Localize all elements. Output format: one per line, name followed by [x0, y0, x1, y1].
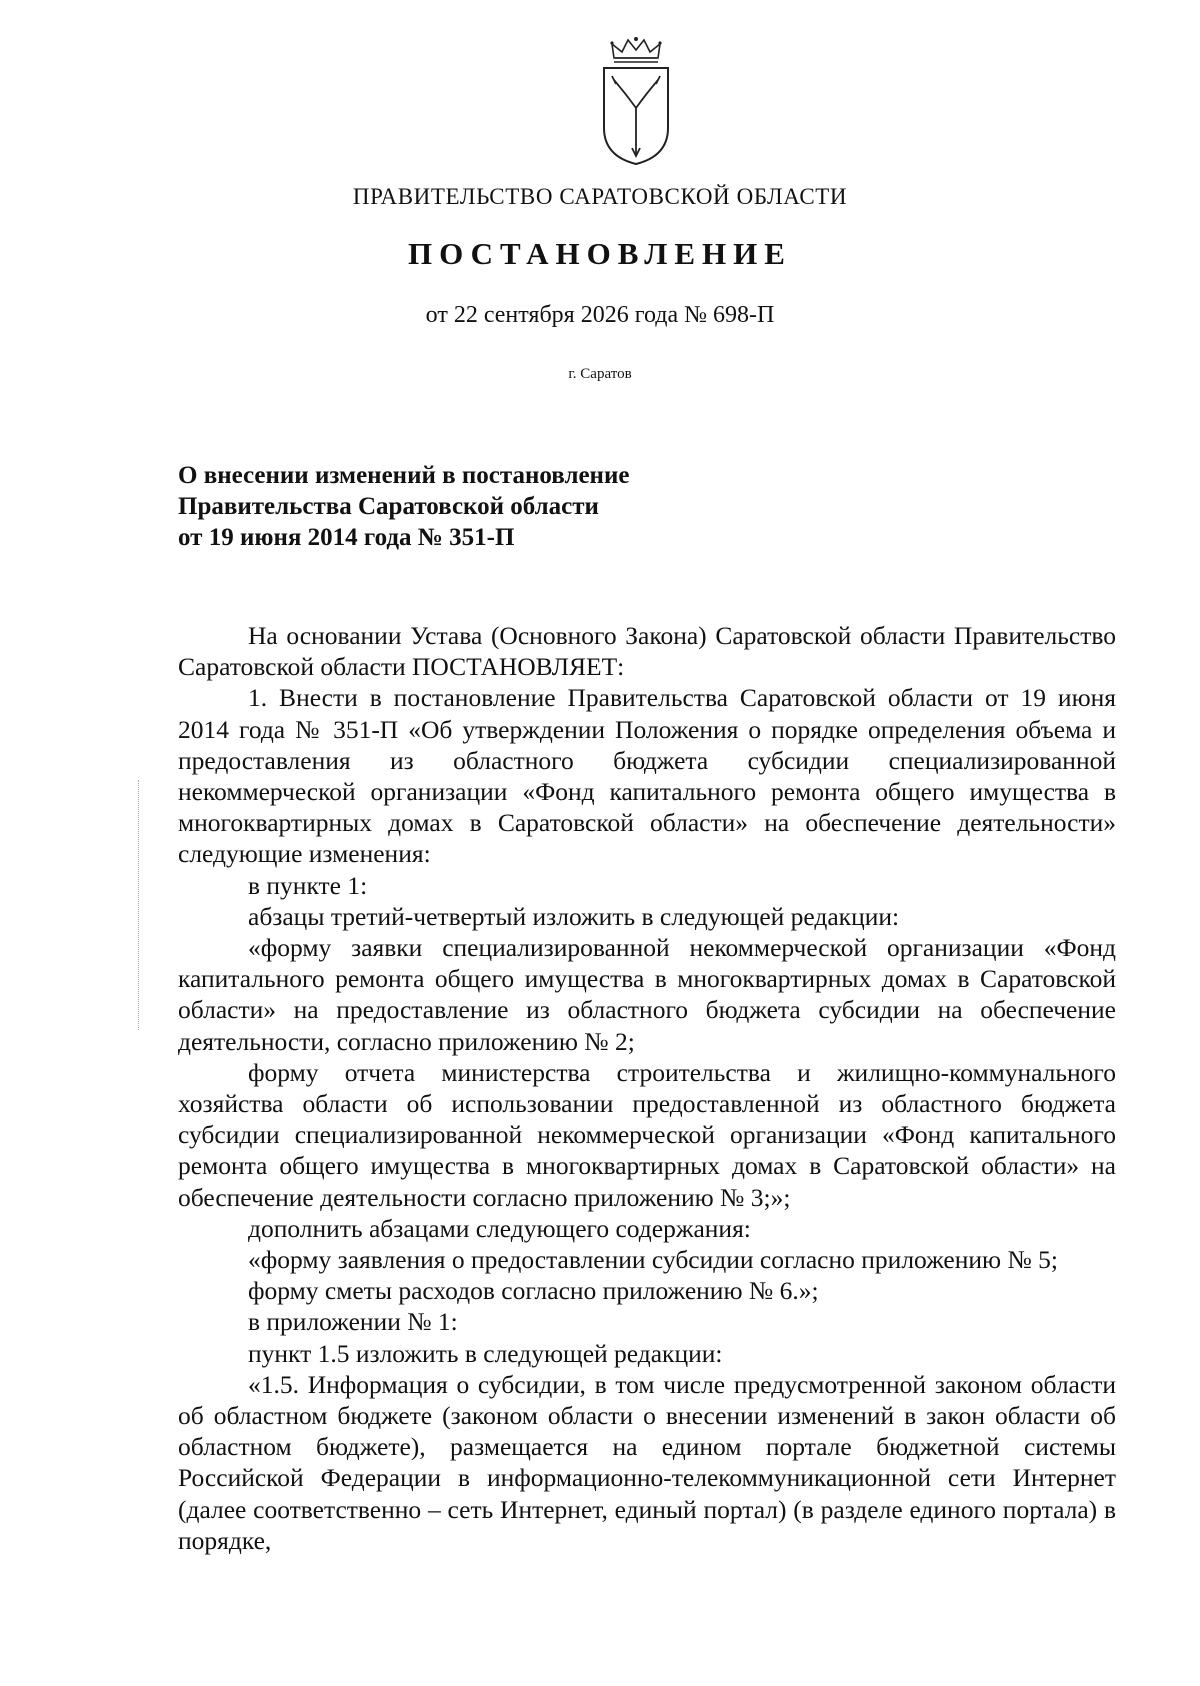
- document-date-number: от 22 сентября 2026 года № 698-П: [425, 302, 775, 328]
- body-paragraph: дополнить абзацами следующего содержания:: [248, 1213, 751, 1243]
- body-paragraph: форму отчета министерства строительства и жилищно-коммунального хозяйства области об использовании предоставленной из областного бюджета субсидии специализированной некоммерческой организации «Фонд капитального ремонта общего имущества в многоквартирных домах в Саратовской области» на обеспечение деятельности согласно приложению № 3;»;: [178, 1057, 1116, 1212]
- document-subject: [178, 460, 798, 553]
- margin-dotted-mark: [138, 780, 140, 1030]
- body-paragraph: пункт 1.5 изложить в следующей редакции:: [248, 1338, 723, 1368]
- body-paragraph: форму сметы расходов согласно приложению № 6.»;: [248, 1276, 819, 1306]
- body-paragraph: На основании Устава (Основного Закона) Саратовской области Правительство Саратовской области ПОСТАНОВЛЯЕТ:: [178, 621, 1116, 682]
- body-paragraph: в пункте 1:: [248, 870, 368, 900]
- subject-line-1: О внесении изменений в постановление: [178, 462, 630, 489]
- body-paragraph: в приложении № 1:: [248, 1307, 458, 1337]
- document-body: [178, 620, 1116, 1556]
- document-type-title: ПОСТАНОВЛЕНИЕ: [408, 236, 792, 271]
- government-name: ПРАВИТЕЛЬСТВО САРАТОВСКОЙ ОБЛАСТИ: [352, 184, 848, 209]
- body-paragraph: 1. Внести в постановление Правительства Саратовской области от 19 июня 2014 года № 351-П «Об утверждении Положения о порядке определения объема и предоставления из областного бюджета субсидии специализированной некоммерческой организации «Фонд капитального ремонта общего имущества в многоквартирных домах в Саратовской области» на обеспечение деятельности» следующие изменения:: [178, 683, 1116, 869]
- subject-line-3: от 19 июня 2014 года № 351-П: [178, 524, 515, 551]
- subject-line-2: Правительства Саратовской области: [178, 493, 599, 520]
- document-city: г. Саратов: [568, 366, 632, 382]
- body-paragraph: «1.5. Информация о субсидии, в том числе предусмотренной законом области об областном бюджете (законом области о внесении изменений в закон области об областном бюджете), размещается на едином портале бюджетной системы Российской Федерации в информационно-телекоммуникационной сети Интернет (далее соответственно – сеть Интернет, единый портал) (в разделе единого портала) в порядке,: [178, 1369, 1116, 1555]
- body-paragraph: абзацы третий-четвертый изложить в следующей редакции:: [248, 901, 900, 931]
- body-paragraph: «форму заявления о предоставлении субсидии согласно приложению № 5;: [248, 1245, 1059, 1275]
- coat-of-arms-emblem: [598, 36, 674, 166]
- body-paragraph: «форму заявки специализированной некоммерческой организации «Фонд капитального ремонта общего имущества в многоквартирных домах в Саратовской области» на предоставление из областного бюджета субсидии на обеспечение деятельности, согласно приложению № 2;: [178, 933, 1116, 1056]
